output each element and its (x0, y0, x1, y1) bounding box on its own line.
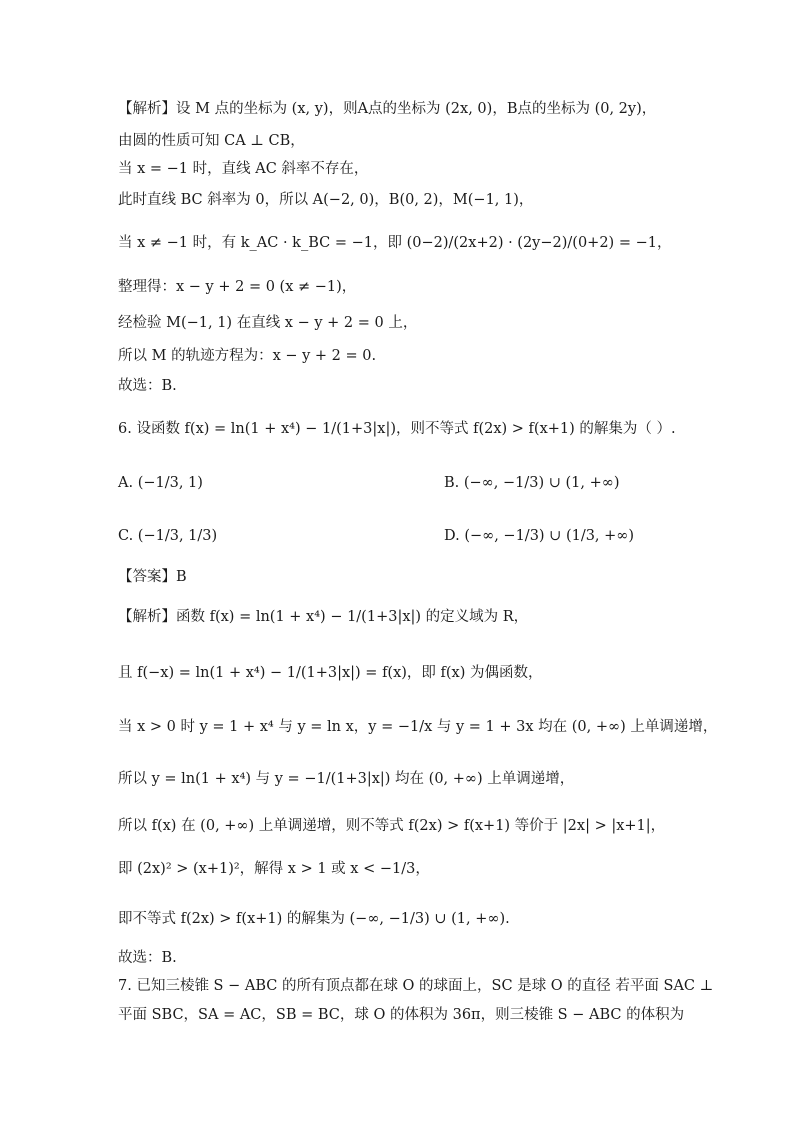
option-d: D. (−∞, −1/3) ∪ (1/3, +∞) (444, 528, 635, 544)
analysis-line-1: 【解析】函数 f(x) = ln(1 + x⁴) − 1/(1+3|x|) 的定义域为 R， (118, 609, 529, 625)
solution-answer: 故选：B. (118, 378, 177, 394)
question-7-line-2: 平面 SBC，SA = AC，SB = BC，球 O 的体积为 36π，则三棱锥 S − ABC 的体积为 (118, 1007, 685, 1023)
question-7-line-1: 7. 已知三棱锥 S − ABC 的所有顶点都在球 O 的球面上，SC 是球 O 的直径 若平面 SAC ⊥ (118, 978, 714, 994)
analysis-line-4: 所以 y = ln(1 + x⁴) 与 y = −1/(1+3|x|) 均在 (0, +∞) 上单调递增， (118, 771, 575, 787)
question-6: 6. 设函数 f(x) = ln(1 + x⁴) − 1/(1+3|x|)，则不等式 f(2x) > f(x+1) 的解集为（ ）. (118, 421, 676, 437)
analysis-line-7: 即不等式 f(2x) > f(x+1) 的解集为 (−∞, −1/3) ∪ (1, +∞). (118, 911, 510, 927)
solution-line-1: 【解析】设 M 点的坐标为 (x, y)，则A点的坐标为 (2x, 0)，B点的坐标为 (0, 2y)， (118, 101, 657, 117)
analysis-line-2: 且 f(−x) = ln(1 + x⁴) − 1/(1+3|x|) = f(x)，即 f(x) 为偶函数， (118, 665, 543, 681)
solution-line-7: 经检验 M(−1, 1) 在直线 x − y + 2 = 0 上， (118, 315, 418, 331)
analysis-line-6: 即 (2x)² > (x+1)²，解得 x > 1 或 x < −1/3， (118, 861, 430, 877)
solution-line-6: 整理得：x − y + 2 = 0 (x ≠ −1)， (118, 279, 357, 295)
option-c: C. (−1/3, 1/3) (118, 528, 218, 544)
solution-line-2: 由圆的性质可知 CA ⊥ CB， (118, 133, 305, 149)
solution-line-3: 当 x = −1 时，直线 AC 斜率不存在， (118, 161, 369, 177)
option-a: A. (−1/3, 1) (118, 475, 203, 491)
analysis-line-5: 所以 f(x) 在 (0, +∞) 上单调递增，则不等式 f(2x) > f(x+1) 等价于 |2x| > |x+1|， (118, 818, 666, 834)
solution-line-4: 此时直线 BC 斜率为 0，所以 A(−2, 0)，B(0, 2)，M(−1, 1)， (118, 192, 534, 208)
option-b: B. (−∞, −1/3) ∪ (1, +∞) (444, 475, 620, 491)
answer-line: 【答案】B (118, 569, 187, 585)
solution-line-8: 所以 M 的轨迹方程为：x − y + 2 = 0. (118, 348, 377, 364)
analysis-answer: 故选：B. (118, 950, 177, 966)
analysis-line-3: 当 x > 0 时 y = 1 + x⁴ 与 y = ln x，y = −1/x 与 y = 1 + 3x 均在 (0, +∞) 上单调递增， (118, 719, 718, 735)
solution-line-5: 当 x ≠ −1 时，有 k_AC · k_BC = −1，即 (0−2)/(2x+2) · (2y−2)/(0+2) = −1， (118, 235, 672, 251)
